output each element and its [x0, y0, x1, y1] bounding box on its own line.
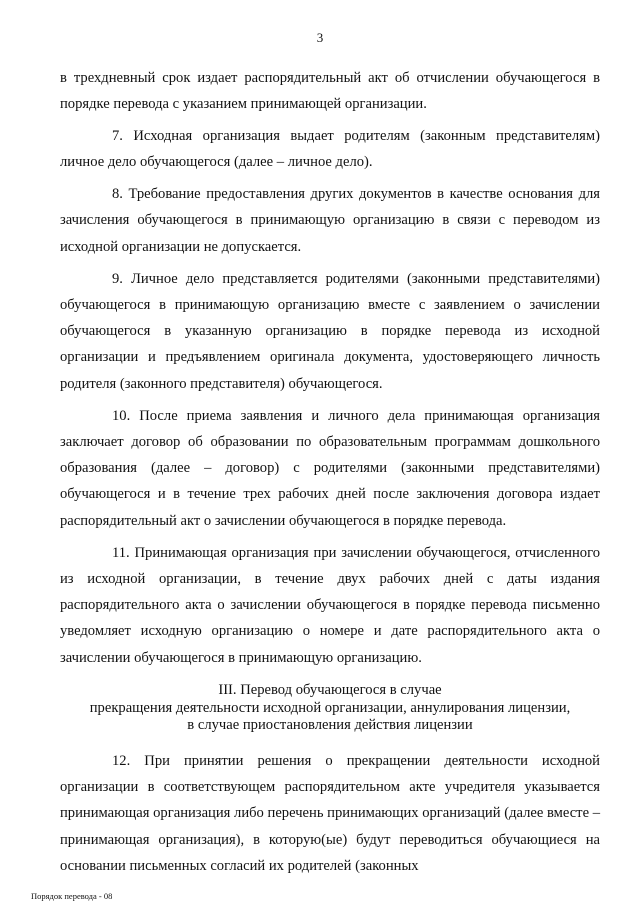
document-body: [60, 65, 600, 879]
page-number: 3: [316, 30, 324, 45]
footer-note: Порядок перевода - 08: [31, 891, 113, 901]
paragraph-8: 8. Требование предоставления других документов в качестве основания для зачисления обучающегося в принимающую организацию в связи с переводом из исходной организации не допускается.: [60, 186, 600, 255]
section-heading-line-2: прекращения деятельности исходной организации, аннулирования лицензии,: [89, 699, 571, 716]
paragraph-11: 11. Принимающая организация при зачислении обучающегося, отчисленного из исходной организации, в течение двух рабочих дней с даты издания распорядительного акта о зачислении обучающегося в порядке перевода письменно уведомляет исходную организацию о номере и дате распорядительного акта о зачислении обучающегося в принимающую организацию.: [60, 544, 600, 666]
paragraph-7: 7. Исходная организация выдает родителям (законным представителям) личное дело обучающегося (далее – личное дело).: [60, 128, 600, 171]
section-heading-line-3: в случае приостановления действия лицензии: [187, 717, 473, 734]
paragraph-continuation: в трехдневный срок издает распорядительный акт об отчислении обучающегося в порядке перевода с указанием принимающей организации.: [60, 70, 600, 113]
paragraph-10: 10. После приема заявления и личного дела принимающая организация заключает договор об образовании по образовательным программам дошкольного образования (далее – договор) с родителями (законными представителями) обучающегося и в течение трех рабочих дней после заключения договора издает распорядительный акт о зачислении обучающегося в порядке перевода.: [60, 407, 600, 529]
section-heading-line-1: III. Перевод обучающегося в случае: [218, 682, 442, 699]
paragraph-12: 12. При принятии решения о прекращении деятельности исходной организации в соответствующем распорядительном акте учредителя указывается принимающая организация либо перечень принимающих организаций (далее вместе – принимающая организация), в которую(ые) будут переводиться обучающиеся на основании письменных согласий их родителей (законных: [60, 752, 600, 874]
paragraph-9: 9. Личное дело представляется родителями (законными представителями) обучающегося в принимающую организацию вместе с заявлением о зачислении обучающегося в указанную организацию в порядке перевода из исходной организации и предъявлением оригинала документа, удостоверяющего личность родителя (законного представителя) обучающегося.: [60, 270, 600, 392]
section-heading: [60, 682, 600, 735]
